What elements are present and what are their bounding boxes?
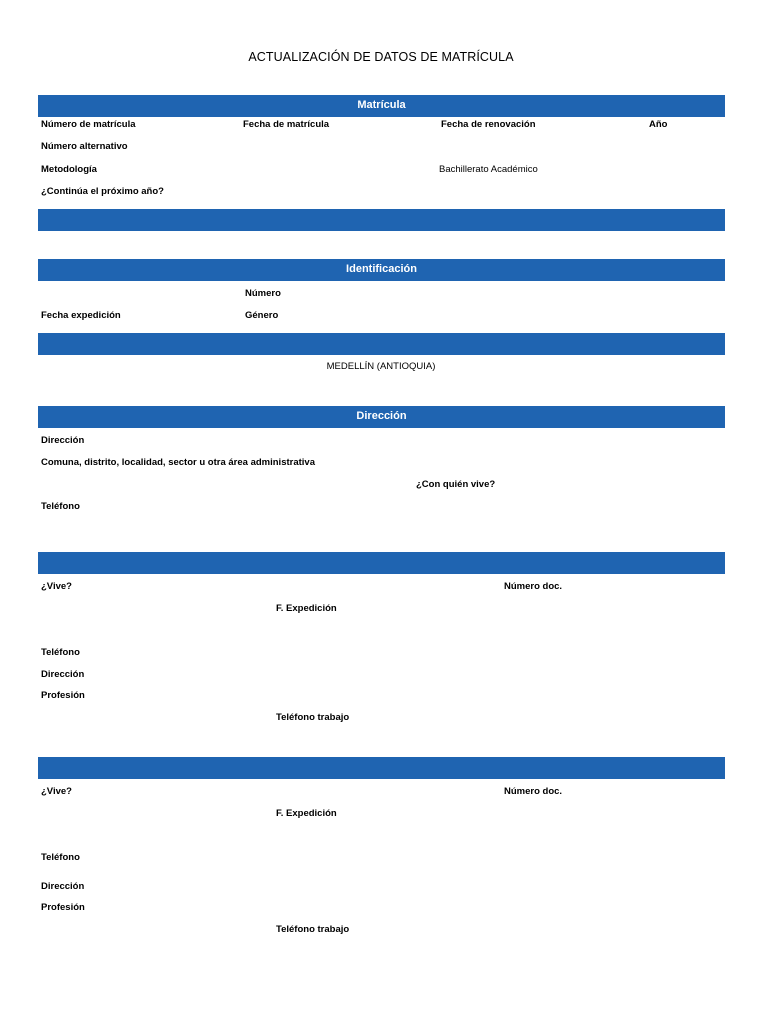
direccion-label: Dirección	[41, 435, 85, 446]
section-header-padre	[38, 552, 725, 574]
telefono-label: Teléfono	[41, 501, 80, 512]
telefono-trabajo-label: Teléfono trabajo	[276, 712, 350, 723]
telefono-label: Teléfono	[41, 647, 80, 658]
section-header-matricula: Matrícula	[38, 95, 725, 117]
vive-label: ¿Vive?	[41, 581, 72, 592]
genero-label: Género	[245, 310, 279, 321]
lugar-value: MEDELLÍN (ANTIOQUIA)	[326, 361, 436, 372]
f-expedicion-label: F. Expedición	[276, 808, 337, 819]
fecha-matricula-label: Fecha de matrícula	[243, 119, 330, 130]
numero-alternativo-label: Número alternativo	[41, 141, 128, 152]
fecha-renovacion-label: Fecha de renovación	[441, 119, 536, 130]
telefono-trabajo-label: Teléfono trabajo	[276, 924, 350, 935]
direccion-label: Dirección	[41, 881, 85, 892]
numero-matricula-label: Número de matrícula	[41, 119, 136, 130]
con-quien-vive-label: ¿Con quién vive?	[416, 479, 496, 490]
profesion-label: Profesión	[41, 690, 85, 701]
metodologia-label: Metodología	[41, 164, 97, 175]
numero-doc-label: Número doc.	[504, 581, 563, 592]
section-divider-band	[38, 333, 725, 355]
fecha-expedicion-label: Fecha expedición	[41, 310, 121, 321]
vive-label: ¿Vive?	[41, 786, 72, 797]
section-header-identificacion: Identificación	[38, 259, 725, 281]
section-header-madre	[38, 757, 725, 779]
direccion-label: Dirección	[41, 669, 85, 680]
continua-label: ¿Continúa el próximo año?	[41, 186, 164, 197]
comuna-label: Comuna, distrito, localidad, sector u otra área administrativa	[41, 457, 315, 468]
profesion-label: Profesión	[41, 902, 85, 913]
numero-doc-label: Número doc.	[504, 786, 563, 797]
f-expedicion-label: F. Expedición	[276, 603, 337, 614]
telefono-label: Teléfono	[41, 852, 80, 863]
metodologia-value: Bachillerato Académico	[439, 164, 538, 175]
page-title: ACTUALIZACIÓN DE DATOS DE MATRÍCULA	[248, 50, 514, 64]
numero-label: Número	[245, 288, 281, 299]
section-header-direccion: Dirección	[38, 406, 725, 428]
section-divider-band	[38, 209, 725, 231]
anio-label: Año	[649, 119, 668, 130]
